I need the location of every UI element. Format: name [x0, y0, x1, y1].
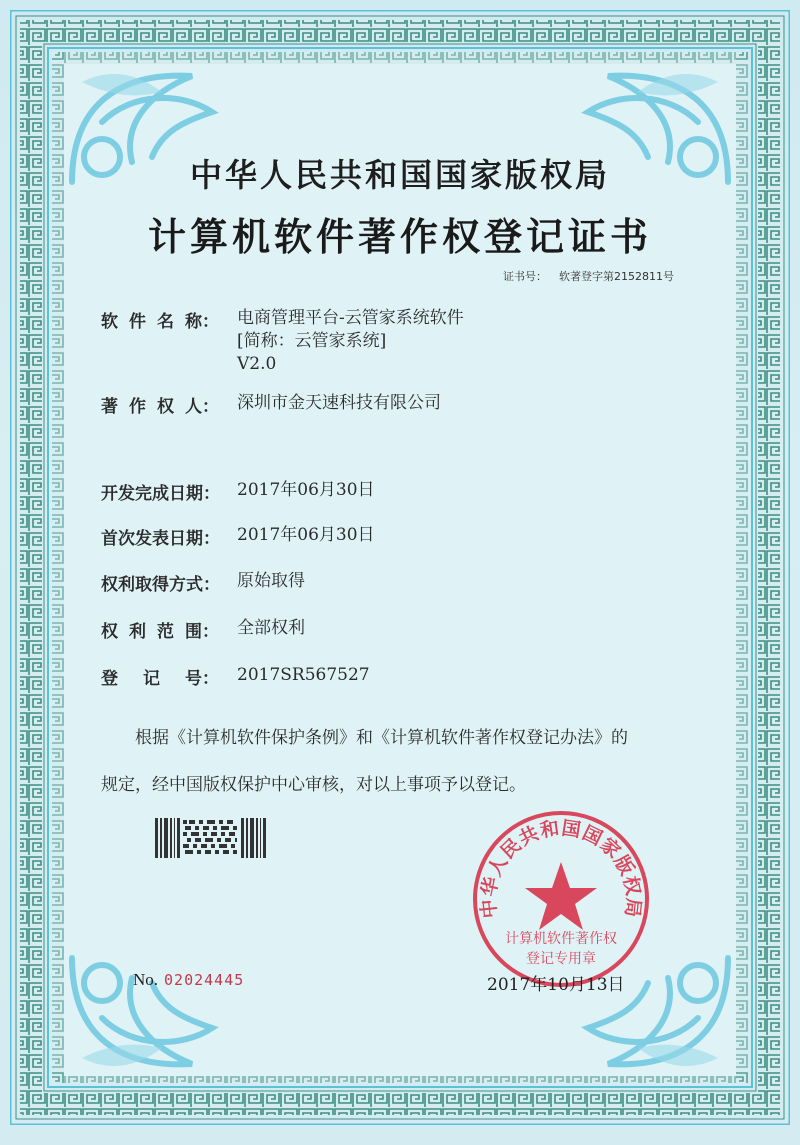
field-value: 2017年06月30日: [237, 525, 375, 545]
field-value: 2017年06月30日: [237, 480, 375, 500]
seal-star-icon: [525, 862, 597, 930]
certificate-title: 计算机软件著作权登记证书: [147, 214, 652, 259]
seal-inner-line-1: 计算机软件著作权: [505, 931, 617, 947]
seal-inner-line-2: 登记专用章: [526, 951, 596, 967]
certificate-number-value: 软著登字第2152811号: [559, 270, 674, 283]
software-name-line: 电商管理平台-云管家系统软件: [237, 308, 464, 328]
field-software-name: [101, 307, 464, 376]
field-rights-acquired: [101, 570, 305, 595]
certificate-number: [503, 268, 674, 284]
field-copyright-owner: [101, 392, 441, 417]
issue-date: 2017年10月13日: [487, 975, 625, 995]
field-first-publish-date: [101, 524, 375, 549]
field-registration-number: [101, 664, 370, 689]
field-label: 登 记 号：: [101, 669, 219, 689]
field-value: [237, 307, 464, 376]
field-label: 著 作 权 人：: [101, 397, 219, 417]
field-label: 首次发表日期：: [101, 529, 220, 549]
field-label: 权 利 范 围：: [101, 622, 219, 642]
corner-ornament-bottom-left: [62, 948, 262, 1078]
statement-line-1: 根据《计算机软件保护条例》和《计算机软件著作权登记办法》的: [135, 728, 628, 748]
field-label: 开发完成日期：: [101, 484, 220, 504]
field-dev-complete-date: [101, 479, 375, 504]
serial-number-value: 02024445: [164, 971, 245, 989]
barcode: [155, 818, 267, 858]
seal-ring-text: 中华人民共和国国家版权局: [477, 817, 645, 920]
field-value: 2017SR567527: [237, 665, 370, 685]
field-value: 深圳市金天速科技有限公司: [237, 393, 441, 413]
official-seal: [470, 808, 652, 990]
serial-number-label: No.: [133, 970, 159, 989]
field-label: 软 件 名 称：: [101, 312, 219, 332]
software-version: V2.0: [237, 354, 277, 374]
field-value: 原始取得: [237, 571, 305, 591]
field-label: 权利取得方式：: [101, 575, 220, 595]
field-value: 全部权利: [237, 618, 305, 638]
field-rights-scope: [101, 617, 305, 642]
issuing-authority: 中华人民共和国国家版权局: [189, 156, 610, 194]
certificate-number-label: 证书号：: [503, 270, 547, 283]
statement-line-2: 规定，经中国版权保护中心审核，对以上事项予以登记。: [101, 775, 526, 795]
serial-number: [133, 970, 244, 990]
software-short-name: [简称：云管家系统]: [237, 331, 387, 351]
